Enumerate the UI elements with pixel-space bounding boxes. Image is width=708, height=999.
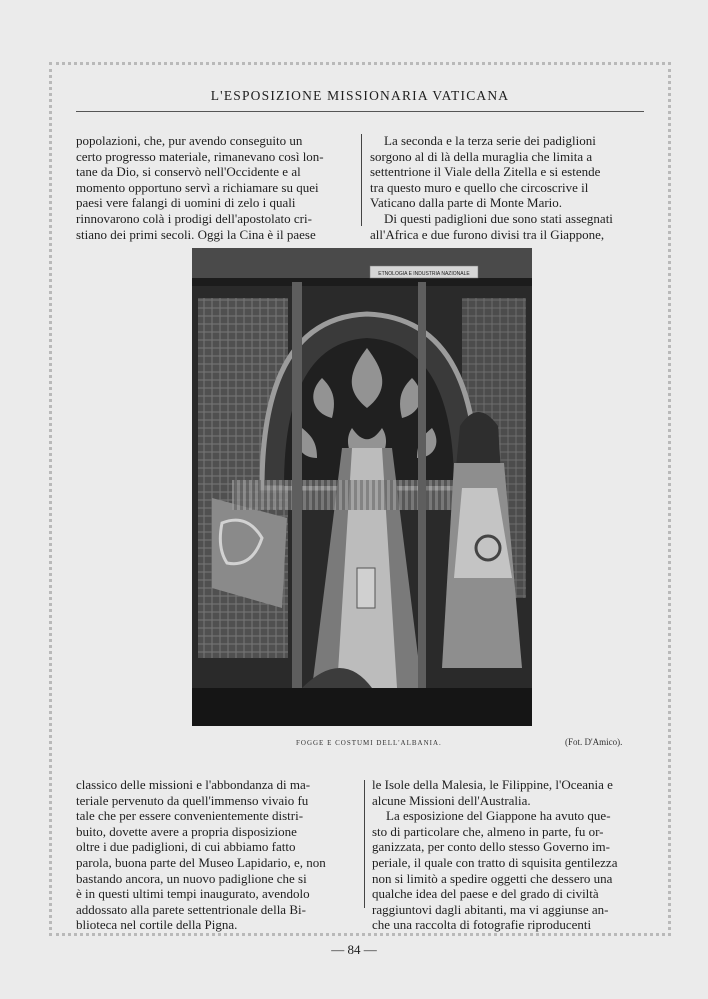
bottom-left-column bbox=[76, 777, 356, 933]
text-line: le Isole della Malesia, le Filippine, l'Oceania e bbox=[372, 777, 613, 792]
top-right-column bbox=[370, 133, 643, 242]
top-left-column bbox=[76, 133, 349, 242]
text-line: blioteca nel cortile della Pigna. bbox=[76, 917, 238, 933]
page-number: — 84 — bbox=[331, 942, 377, 957]
bottom-right-column bbox=[372, 777, 650, 933]
text-line: popolazioni, che, pur avendo conseguito un bbox=[76, 133, 303, 148]
text-line: certo progresso materiale, rimanevano così lon- bbox=[76, 148, 324, 164]
text-line: non si limitò a spedire oggetti che dessero una bbox=[372, 870, 613, 886]
text-line: qualche idea del paese e del grado di civiltà bbox=[372, 886, 599, 902]
text-line: La esposizione del Giappone ha avuto que- bbox=[386, 808, 611, 824]
header-rule bbox=[76, 111, 644, 112]
text-line: paesi vere falangi di uomini di zelo i quali bbox=[76, 195, 296, 211]
text-line: alcune Missioni dell'Australia. bbox=[372, 792, 531, 808]
text-line: periale, il quale con tratto di squisita gentilezza bbox=[372, 854, 618, 870]
text-line: tale che per essere convenientemente distri- bbox=[76, 808, 304, 824]
text-line: momento opportuno servì a richiamare su quei bbox=[76, 179, 319, 195]
text-line: raggiuntovi dagli abitanti, ma vi aggiunse an- bbox=[372, 901, 609, 917]
text-line: Vaticano dalla parte di Monte Mario. bbox=[370, 195, 563, 211]
text-line: addossato alla parete settentrionale della Bi- bbox=[76, 901, 306, 917]
text-line: La seconda e la terza serie dei padiglioni bbox=[384, 133, 596, 148]
text-line: tra questo muro e quello che circoscrive il bbox=[370, 179, 589, 195]
text-line: stiano dei primi secoli. Oggi la Cina è il paese bbox=[76, 226, 316, 242]
text-line: buito, dovette avere a propria disposizione bbox=[76, 823, 297, 839]
photograph-albanian-costumes bbox=[192, 248, 532, 726]
photo-credit: (Fot. D'Amico). bbox=[565, 737, 623, 747]
running-header: L'ESPOSIZIONE MISSIONARIA VATICANA bbox=[210, 88, 510, 103]
text-line: parola, buona parte del Museo Lapidario, e, non bbox=[76, 854, 326, 870]
text-line: Di questi padiglioni due sono stati assegnati bbox=[384, 210, 613, 226]
column-rule-bottom bbox=[364, 780, 365, 908]
text-line: oltre i due padiglioni, di cui abbiamo fatto bbox=[76, 839, 296, 855]
column-rule-top bbox=[361, 134, 362, 226]
text-line: settentrione il Viale della Zitella e si estende bbox=[370, 164, 601, 180]
text-line: bastando ancora, un nuovo padiglione che si bbox=[76, 870, 307, 886]
text-line: ganizzata, per conto dello stesso Governo im- bbox=[372, 839, 610, 855]
text-line: classico delle missioni e l'abbondanza di ma- bbox=[76, 777, 311, 792]
text-line: rinnovarono colà i prodigi dell'apostolato cri- bbox=[76, 210, 312, 226]
text-line: sto di particolare che, almeno in parte, fu or- bbox=[372, 823, 604, 839]
text-line: all'Africa e due furono divisi tra il Giappone, bbox=[370, 226, 605, 242]
text-line: che una raccolta di fotografie riproducenti bbox=[372, 917, 592, 933]
photo-illustration bbox=[192, 248, 532, 726]
exhibit-sign-text: ETNOLOGIA E INDUSTRIA NAZIONALE bbox=[378, 271, 470, 277]
figure-caption: FOGGE E COSTUMI DELL'ALBANIA. bbox=[296, 739, 442, 747]
text-line: teriale pervenuto da quell'immenso vivaio fu bbox=[76, 792, 309, 808]
text-line: sorgono al di là della muraglia che limita a bbox=[370, 148, 593, 164]
text-line: è in questi ultimi tempi inaugurato, avendolo bbox=[76, 886, 310, 902]
text-line: tane da Dio, si conservò nell'Occidente e al bbox=[76, 164, 301, 180]
